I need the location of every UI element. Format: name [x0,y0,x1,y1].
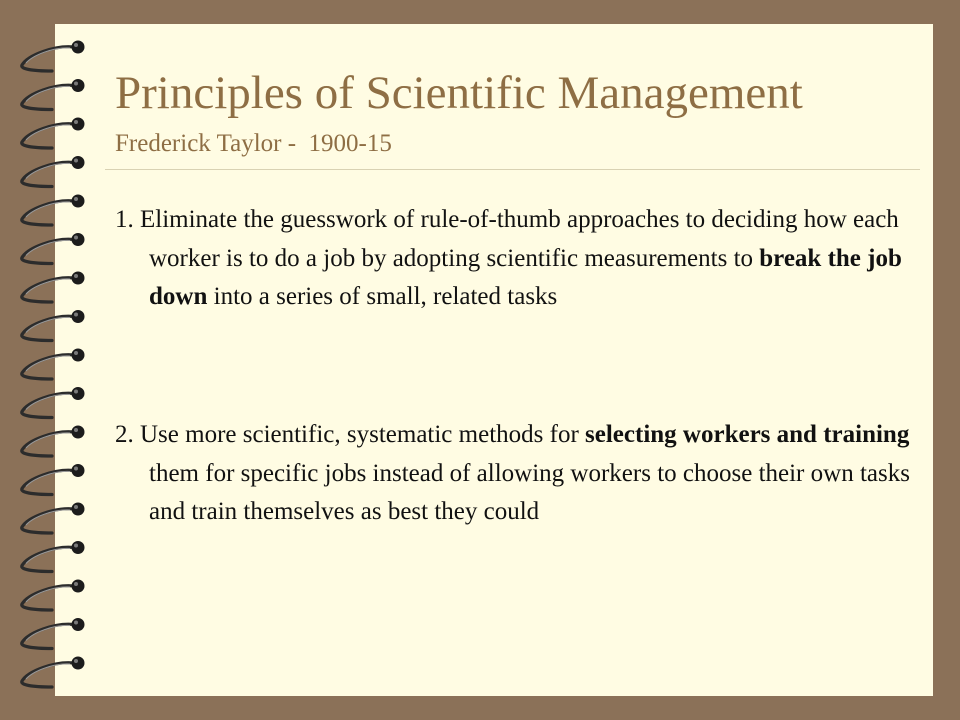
binding-ring [22,79,85,110]
slide-title: Principles of Scientific Management [115,67,803,119]
principle-2 [115,416,919,532]
binding-ring [22,503,85,534]
slide-subtitle: Frederick Taylor - 1900-15 [115,130,392,157]
spiral-binding [0,0,110,720]
title-divider [105,169,920,170]
binding-ring [22,426,85,457]
binding-ring [22,541,85,572]
binding-ring [22,618,85,649]
binding-ring [22,156,85,187]
binding-ring [22,41,85,72]
notebook-page [55,24,933,696]
binding-ring [22,310,85,341]
binding-ring [22,233,85,264]
principle-1-text-start: 1. Eliminate the guesswork of rule-of-thumb approaches to deciding how each worker is to do a job by adopting scientific measurements to [115,206,899,272]
binding-ring [22,464,85,495]
binding-ring [22,657,85,688]
principle-2-text-end: them for specific jobs instead of allowing workers to choose their own tasks and train themselves as best they could [149,459,910,525]
binding-ring [22,349,85,380]
binding-ring [22,387,85,418]
principle-2-text-start: 2. Use more scientific, systematic methods for [115,421,586,448]
binding-ring [22,580,85,611]
binding-ring [22,272,85,303]
binding-ring [22,118,85,149]
principle-2-emphasis: selecting workers and training [585,421,910,448]
principle-1-text-end: into a series of small, related tasks [207,283,558,310]
principle-1-emphasis: break the job down [149,244,902,310]
principle-1 [115,201,919,317]
binding-ring [22,195,85,226]
